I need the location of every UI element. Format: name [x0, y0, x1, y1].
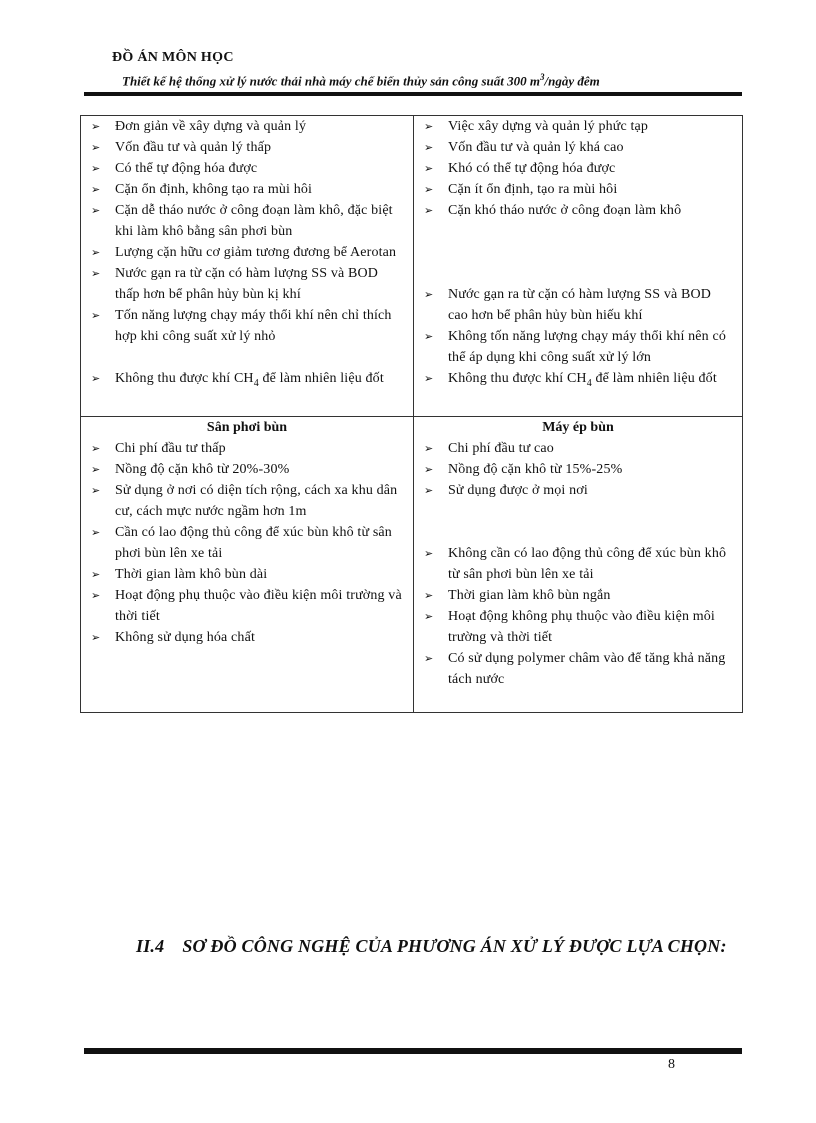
anaerobic-digestion-cell [414, 116, 743, 417]
list-item [422, 368, 734, 394]
list-item: ➢ Hoạt động không phụ thuộc vào điều kiện môi trường và thời tiết [422, 606, 734, 648]
list-item: ➢ Nồng độ cặn khô từ 15%-25% [422, 459, 734, 480]
list-item: ➢ Tốn năng lượng chạy máy thổi khí nên chỉ thích hợp khi công suất xử lý nhỏ [89, 305, 405, 347]
thesis-title-tail: /ngày đêm [544, 73, 600, 89]
list-item: ➢ Có sử dụng polymer châm vào để tăng khả năng tách nước [422, 648, 734, 690]
cell-spacer [89, 394, 405, 412]
drying-bed-cell [81, 416, 414, 712]
filter-press-cell [414, 416, 743, 712]
list-item [89, 368, 405, 394]
section-number: II.4 [136, 936, 165, 956]
list-item: ➢ Hoạt động phụ thuộc vào điều kiện môi trường và thời tiết [89, 585, 405, 627]
spacer [422, 221, 734, 242]
spacer [422, 263, 734, 284]
cell-spacer [422, 690, 734, 708]
spacer [422, 522, 734, 543]
table-row-digestion [81, 116, 743, 417]
list-item: ➢ Vốn đầu tư và quản lý thấp [89, 137, 405, 158]
footer-rule [84, 1048, 742, 1054]
list-item: ➢ Chi phí đầu tư cao [422, 438, 734, 459]
section-title: SƠ ĐỒ CÔNG NGHỆ CỦA PHƯƠNG ÁN XỬ LÝ ĐƯỢC LỰA CHỌN: [182, 936, 727, 956]
spacer [422, 242, 734, 263]
table-row-dewatering [81, 416, 743, 712]
list-item: ➢ Vốn đầu tư và quản lý khá cao [422, 137, 734, 158]
page-header [112, 50, 742, 89]
page-number: 8 [668, 1057, 675, 1072]
course-title: ĐỒ ÁN MÔN HỌC [112, 50, 234, 65]
list-item: ➢ Cặn khó tháo nước ở công đoạn làm khô [422, 200, 734, 221]
list-item: ➢ Thời gian làm khô bùn ngắn [422, 585, 734, 606]
section-heading [112, 932, 732, 960]
list-item: ➢ Lượng cặn hữu cơ giảm tương đương bể Aerotan [89, 242, 405, 263]
list-item-text: Không thu được khí CH [115, 371, 254, 386]
filter-press-heading: Máy ép bùn [542, 419, 614, 435]
list-item: ➢ Việc xây dựng và quản lý phức tạp [422, 116, 734, 137]
list-item-subscript: 4 [253, 377, 259, 389]
comparison-table [80, 115, 743, 713]
list-item: ➢ Thời gian làm khô bùn dài [89, 564, 405, 585]
aerobic-digestion-cell [81, 116, 414, 417]
filter-press-list [422, 438, 734, 690]
aerobic-list [89, 116, 405, 394]
spacer [422, 501, 734, 522]
thesis-title [122, 72, 742, 89]
list-item: ➢ Không tốn năng lượng chạy máy thổi khí nên có thể áp dụng khi công suất xử lý lớn [422, 326, 734, 368]
list-item-text: Không thu được khí CH [448, 371, 587, 386]
list-item: ➢ Không sử dụng hóa chất [89, 627, 405, 648]
thesis-title-main: Thiết kế hệ thống xử lý nước thải nhà máy chế biến thủy sản công suất 300 m [122, 73, 541, 89]
cell-spacer [422, 394, 734, 412]
list-item: ➢ Nước gạn ra từ cặn có hàm lượng SS và BOD cao hơn bể phân hủy bùn hiếu khí [422, 284, 734, 326]
drying-bed-list [89, 438, 405, 648]
list-item: ➢ Chi phí đầu tư thấp [89, 438, 405, 459]
cell-spacer [89, 648, 405, 666]
list-item: ➢ Cần có lao động thủ công để xúc bùn khô từ sân phơi bùn lên xe tải [89, 522, 405, 564]
list-item-subscript: 4 [586, 377, 592, 389]
list-item: ➢ Cặn ổn định, không tạo ra mùi hôi [89, 179, 405, 200]
list-item: ➢ Có thể tự động hóa được [89, 158, 405, 179]
list-item: ➢ Cặn ít ổn định, tạo ra mùi hôi [422, 179, 734, 200]
list-item: ➢ Khó có thể tự động hóa được [422, 158, 734, 179]
list-item: ➢ Đơn giản về xây dựng và quản lý [89, 116, 405, 137]
list-item: ➢ Không cần có lao động thủ công để xúc bùn khô từ sân phơi bùn lên xe tải [422, 543, 734, 585]
spacer [89, 347, 405, 368]
anaerobic-list [422, 116, 734, 394]
list-item: ➢ Nồng độ cặn khô từ 20%-30% [89, 459, 405, 480]
thesis-title-sup: 3 [540, 72, 545, 82]
drying-bed-heading: Sân phơi bùn [206, 419, 288, 435]
list-item-text: để làm nhiên liệu đốt [591, 371, 717, 386]
list-item-text: để làm nhiên liệu đốt [258, 371, 384, 386]
list-item: ➢ Nước gạn ra từ cặn có hàm lượng SS và BOD thấp hơn bể phân hủy bùn kị khí [89, 263, 405, 305]
list-item: ➢ Cặn dễ tháo nước ở công đoạn làm khô, đặc biệt khi làm khô bằng sân phơi bùn [89, 200, 405, 242]
list-item: ➢ Sử dụng được ở mọi nơi [422, 480, 734, 501]
header-rule [84, 92, 742, 96]
list-item: ➢ Sử dụng ở nơi có diện tích rộng, cách xa khu dân cư, cách mực nước ngầm hơn 1m [89, 480, 405, 522]
